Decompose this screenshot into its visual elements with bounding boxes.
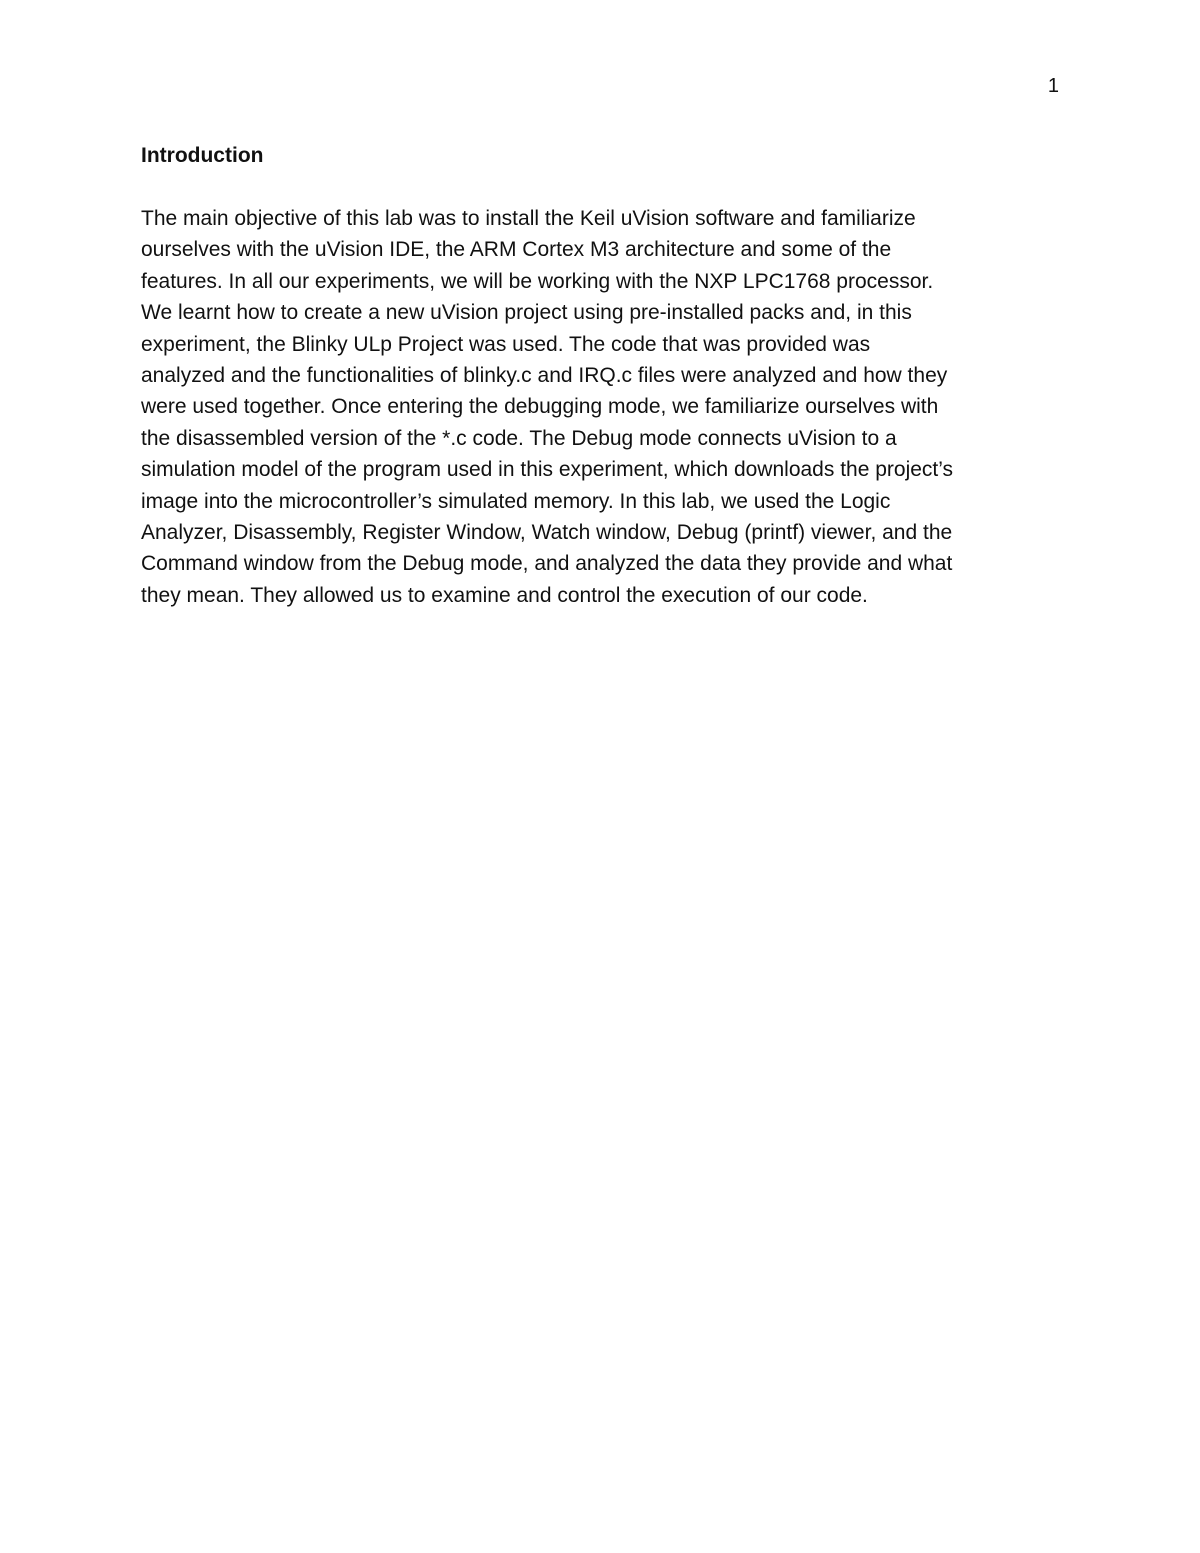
paragraph-line: Analyzer, Disassembly, Register Window, Watch window, Debug (printf) viewer, and the	[141, 521, 953, 545]
paragraph-line: image into the microcontroller’s simulated memory. In this lab, we used the Logic	[141, 489, 891, 513]
page-content	[141, 141, 1071, 611]
paragraph-line: features. In all our experiments, we will be working with the NXP LPC1768 processor.	[141, 269, 934, 293]
section-heading: Introduction	[141, 144, 264, 167]
paragraph-line: We learnt how to create a new uVision project using pre-installed packs and, in this	[141, 301, 912, 325]
paragraph-line: the disassembled version of the *.c code. The Debug mode connects uVision to a	[141, 426, 897, 450]
paragraph-line: Command window from the Debug mode, and analyzed the data they provide and what	[141, 552, 953, 576]
paragraph-line: analyzed and the functionalities of blinky.c and IRQ.c files were analyzed and how they	[141, 364, 948, 388]
paragraph-line: they mean. They allowed us to examine and control the execution of our code.	[141, 583, 868, 607]
introduction-paragraph	[141, 203, 1071, 611]
page-number: 1	[1047, 75, 1059, 97]
paragraph-line: experiment, the Blinky ULp Project was used. The code that was provided was	[141, 332, 871, 356]
paragraph-line: were used together. Once entering the debugging mode, we familiarize ourselves with	[141, 395, 939, 419]
paragraph-line: ourselves with the uVision IDE, the ARM Cortex M3 architecture and some of the	[141, 238, 892, 262]
paragraph-line: simulation model of the program used in this experiment, which downloads the project’s	[141, 458, 954, 482]
paragraph-line: The main objective of this lab was to install the Keil uVision software and familiarize	[141, 207, 916, 230]
